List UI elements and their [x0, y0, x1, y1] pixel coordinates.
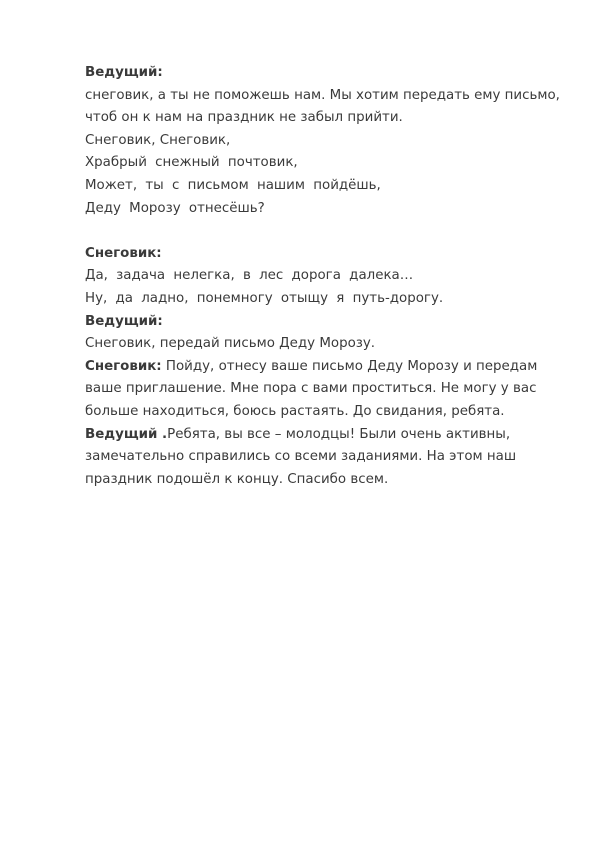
paragraph-text: снеговик, а ты не поможешь нам. Мы хотим передать ему письмо, чтоб он к нам на праздник не забыл прийти.	[85, 87, 560, 126]
speaker-label: Ведущий:	[85, 65, 163, 80]
speaker-label: Ведущий:	[85, 313, 163, 329]
poem-line: Да, задача нелегка, в лес дорога далека…	[85, 268, 414, 284]
speaker-label: Ведущий .	[85, 426, 168, 442]
paragraph	[85, 356, 565, 424]
poem-line: Снеговик, Снеговик,	[85, 132, 231, 148]
paragraph-text: Пойду, отнесу ваше письмо Деду Морозу и передам ваше приглашение. Мне пора с вами проститься. Не могу у вас больше находиться, боюсь растаять. До свидания, ребята.	[85, 358, 538, 419]
poem-line: Ну, да ладно, понемногу отыщу я путь-дорогу.	[85, 290, 444, 306]
poem-line: Храбрый снежный почтовик,	[85, 155, 298, 171]
speaker-label: Снеговик:	[85, 358, 162, 374]
paragraph-text: Снеговик, передай письмо Деду Морозу.	[85, 336, 376, 352]
poem-line: Деду Морозу отнесёшь?	[85, 200, 265, 216]
document-body	[85, 62, 565, 491]
paragraph	[85, 424, 565, 492]
speaker-label: Снеговик:	[85, 245, 162, 261]
blank-line	[85, 220, 565, 243]
paragraph-text: Ребята, вы все – молодцы! Были очень активны, замечательно справились со всеми заданиями. На этом наш праздник подошёл к концу. Спасибо всем.	[85, 426, 517, 487]
poem-line: Может, ты с письмом нашим пойдёшь,	[85, 177, 381, 193]
